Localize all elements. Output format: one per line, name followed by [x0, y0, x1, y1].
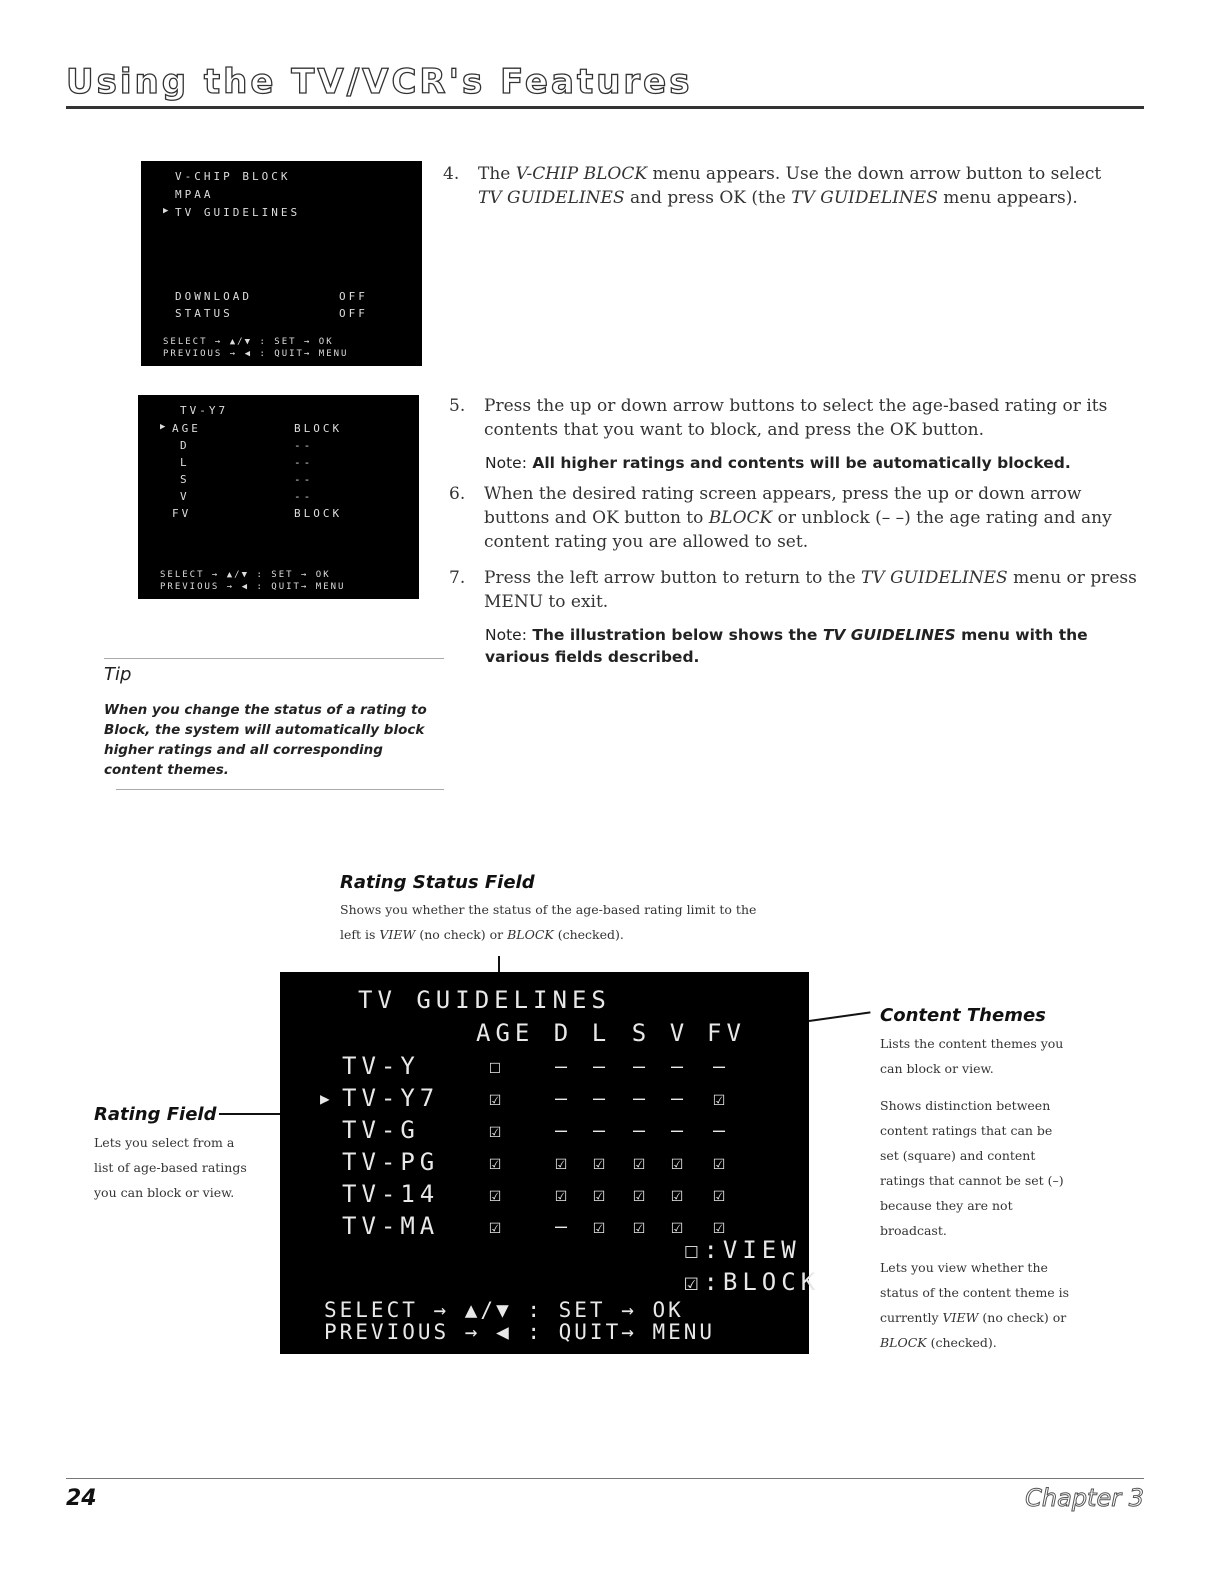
- rating-row-label: TV-MA: [342, 1212, 440, 1240]
- note-auto-block: Note: All higher ratings and contents will be automatically blocked.: [485, 454, 1071, 472]
- rating-status-cell: ☐: [488, 1054, 502, 1078]
- content-theme-cell: –: [592, 1054, 606, 1078]
- page-number: 24: [66, 1486, 97, 1511]
- note-illustration: Note: The illustration below shows the TV GUIDELINES menu with the various fields described.: [485, 626, 1088, 666]
- rating-status-cell: ☑: [488, 1182, 502, 1206]
- content-theme-cell: ☑: [592, 1182, 606, 1206]
- step-text: When the desired rating screen appears, press the up or down arrow buttons and OK button to BLOCK or unblock (– –) the age rating and any content rating you are allowed to set.: [484, 484, 1112, 552]
- column-header-s: S: [631, 1019, 647, 1047]
- chapter-header-title: Using the TV/VCR's Features: [66, 62, 693, 102]
- rating-status-cell: ☑: [488, 1214, 502, 1238]
- rating-value: --: [294, 439, 314, 452]
- rating-value: BLOCK: [294, 422, 343, 435]
- column-header-age: AGE: [476, 1019, 535, 1047]
- content-theme-cell: ☑: [632, 1150, 646, 1174]
- pointer-icon: ▶: [163, 206, 172, 216]
- screen-title: TV GUIDELINES: [358, 986, 611, 1014]
- content-theme-cell: ☑: [712, 1214, 726, 1238]
- content-theme-cell: –: [554, 1118, 568, 1142]
- step-text: The V-CHIP BLOCK menu appears. Use the down arrow button to select TV GUIDELINES and press OK (the TV GUIDELINES menu appears).: [478, 164, 1102, 208]
- rating-row-label: TV-PG: [342, 1148, 440, 1176]
- vchip-block-screen: [141, 161, 422, 366]
- rating-value: --: [294, 490, 314, 503]
- column-header-v: V: [669, 1019, 685, 1047]
- rating-field-text: Lets you select from a list of age-based ratings you can block or view.: [94, 1135, 247, 1200]
- content-theme-cell: –: [592, 1118, 606, 1142]
- step-number: 5.: [449, 396, 466, 416]
- rating-status-cell: ☑: [488, 1086, 502, 1110]
- tip-title: Tip: [104, 664, 132, 685]
- header-rule: [66, 106, 1144, 109]
- content-theme-cell: –: [554, 1086, 568, 1110]
- content-theme-cell: –: [670, 1118, 684, 1142]
- content-theme-cell: –: [670, 1054, 684, 1078]
- step-7: [449, 566, 1149, 616]
- rating-status-field-title: Rating Status Field: [340, 872, 535, 893]
- rating-status-cell: ☑: [488, 1118, 502, 1142]
- step-number: 4.: [443, 164, 460, 184]
- step-6: [449, 482, 1149, 556]
- download-value: OFF: [339, 290, 368, 303]
- nav-hint-select: SELECT → ▲/▼ : SET → OK: [324, 1298, 684, 1322]
- rating-label: S: [180, 473, 190, 486]
- chapter-label: Chapter 3: [1025, 1484, 1144, 1512]
- content-theme-cell: –: [554, 1054, 568, 1078]
- content-theme-cell: ☑: [712, 1150, 726, 1174]
- column-header-fv: FV: [707, 1019, 746, 1047]
- download-label: DOWNLOAD: [175, 290, 252, 303]
- content-theme-cell: ☑: [592, 1150, 606, 1174]
- content-theme-cell: ☑: [554, 1182, 568, 1206]
- rating-label: V: [180, 490, 190, 503]
- footer-rule: [66, 1478, 1144, 1479]
- rating-status-field-text: Shows you whether the status of the age-based rating limit to the left is VIEW (no check) or BLOCK (checked).: [340, 902, 757, 942]
- pointer-icon: ▶: [320, 1089, 335, 1108]
- content-theme-cell: –: [592, 1086, 606, 1110]
- rating-label: D: [180, 439, 190, 452]
- nav-hint-previous: PREVIOUS → ◀ : QUIT→ MENU: [324, 1320, 716, 1344]
- screen-title: V-CHIP BLOCK: [175, 170, 291, 183]
- content-theme-cell: ☑: [670, 1182, 684, 1206]
- rating-status-cell: ☑: [488, 1150, 502, 1174]
- content-themes-title: Content Themes: [880, 1005, 1046, 1026]
- legend-block: ☑:BLOCK: [684, 1268, 821, 1296]
- content-theme-cell: –: [632, 1054, 646, 1078]
- nav-hint-previous: PREVIOUS → ◀ : QUIT→ MENU: [160, 582, 346, 592]
- rating-status-leader-line: [498, 956, 500, 972]
- content-themes-text: Lists the content themes you can block or view. Shows distinction between content ratings that can be set (square) and content ratings that cannot be set (–) because they are not broadcast. Lets you view whether the status of the content theme is currently VIEW (no check) or BLOCK (checked).: [880, 1036, 1070, 1350]
- rating-label: FV: [172, 507, 192, 520]
- content-theme-cell: –: [712, 1118, 726, 1142]
- tip-text: When you change the status of a rating to Block, the system will automatically block higher ratings and all corresponding content themes.: [104, 702, 427, 778]
- content-theme-cell: ☑: [670, 1150, 684, 1174]
- content-theme-cell: ☑: [712, 1086, 726, 1110]
- content-theme-cell: ☑: [632, 1214, 646, 1238]
- content-theme-cell: –: [712, 1054, 726, 1078]
- rating-field-leader-line: [219, 1113, 280, 1115]
- content-theme-cell: ☑: [592, 1214, 606, 1238]
- rating-value: BLOCK: [294, 507, 343, 520]
- tip-rule-bottom: [116, 789, 444, 790]
- content-theme-cell: –: [670, 1086, 684, 1110]
- step-4: [443, 162, 1143, 212]
- tip-rule-top: [104, 658, 444, 659]
- column-header-d: D: [553, 1019, 569, 1047]
- nav-hint-previous: PREVIOUS → ◀ : QUIT→ MENU: [163, 349, 349, 359]
- rating-value: --: [294, 456, 314, 469]
- legend-view: ☐:VIEW: [684, 1236, 801, 1264]
- menu-item-mpaa: MPAA: [175, 188, 214, 201]
- rating-field-title: Rating Field: [94, 1104, 217, 1125]
- nav-hint-select: SELECT → ▲/▼ : SET → OK: [163, 337, 334, 347]
- menu-item-tv-guidelines: TV GUIDELINES: [175, 206, 301, 219]
- rating-row-label: TV-Y7: [342, 1084, 440, 1112]
- screen-title: TV-Y7: [180, 404, 229, 417]
- rating-row-label: TV-Y: [342, 1052, 420, 1080]
- step-number: 7.: [449, 568, 466, 588]
- rating-row-label: TV-14: [342, 1180, 440, 1208]
- tv-guidelines-screen: [280, 972, 821, 1354]
- rating-value: --: [294, 473, 314, 486]
- content-theme-cell: ☑: [712, 1182, 726, 1206]
- rating-label: AGE: [172, 422, 201, 435]
- content-theme-cell: ☑: [554, 1150, 568, 1174]
- column-header-l: L: [591, 1019, 607, 1047]
- content-theme-cell: ☑: [670, 1214, 684, 1238]
- content-theme-cell: –: [554, 1214, 568, 1238]
- content-theme-cell: –: [632, 1086, 646, 1110]
- nav-hint-select: SELECT → ▲/▼ : SET → OK: [160, 570, 331, 580]
- step-text: Press the up or down arrow buttons to select the age-based rating or its contents that you want to block, and press the OK button.: [484, 396, 1108, 440]
- status-value: OFF: [339, 307, 368, 320]
- content-theme-cell: ☑: [632, 1182, 646, 1206]
- step-text: Press the left arrow button to return to the TV GUIDELINES menu or press MENU to exit.: [484, 568, 1137, 612]
- step-5: [449, 394, 1149, 444]
- tv-y7-screen: [138, 395, 419, 599]
- rating-label: L: [180, 456, 190, 469]
- content-theme-cell: –: [632, 1118, 646, 1142]
- status-label: STATUS: [175, 307, 233, 320]
- pointer-icon: ▶: [160, 422, 169, 432]
- rating-row-label: TV-G: [342, 1116, 420, 1144]
- content-themes-leader-line: [809, 1011, 871, 1022]
- step-number: 6.: [449, 484, 466, 504]
